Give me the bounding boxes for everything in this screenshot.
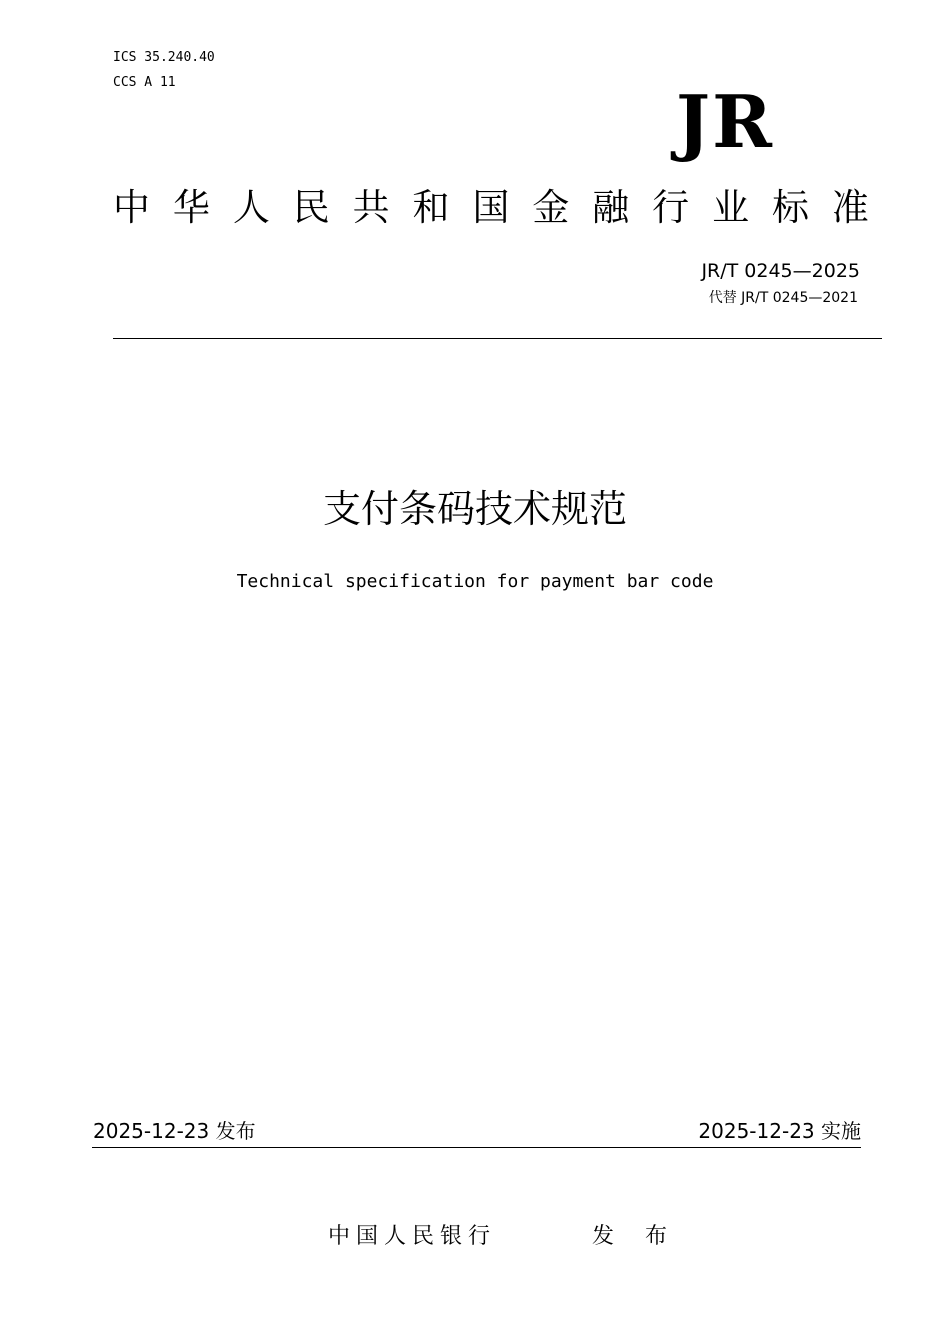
- category-char: 业: [712, 186, 750, 229]
- header-divider: [113, 338, 882, 339]
- category-char: 国: [472, 186, 510, 229]
- category-char: 标: [771, 186, 809, 229]
- jr-logo: JR: [676, 79, 774, 164]
- category-char: 行: [652, 186, 690, 229]
- ccs-code: CCS A 11: [113, 75, 176, 90]
- category-char: 准: [831, 186, 869, 229]
- document-title-english: Technical specification for payment bar code: [236, 571, 714, 592]
- issuing-authority: 中国人民银行: [328, 1224, 497, 1249]
- category-char: 人: [232, 186, 270, 229]
- standard-number: JR/T 0245—2025: [701, 260, 860, 282]
- category-char: 融: [592, 186, 630, 229]
- category-char: 金: [532, 186, 570, 229]
- category-char: 民: [292, 186, 330, 229]
- issue-label: 发 布: [592, 1224, 679, 1249]
- document-title-chinese: 支付条码技术规范: [322, 487, 627, 531]
- ics-code: ICS 35.240.40: [113, 50, 215, 65]
- footer-divider: [92, 1147, 861, 1148]
- issue-date: 2025-12-23 发布: [93, 1119, 256, 1143]
- standard-category-title: [113, 184, 869, 232]
- category-char: 共: [352, 186, 390, 229]
- replaces-standard: 代替 JR/T 0245—2021: [708, 290, 858, 306]
- implementation-date: 2025-12-23 实施: [698, 1119, 861, 1143]
- category-char: 和: [412, 186, 450, 229]
- category-char: 中: [113, 186, 150, 229]
- category-char: 华: [172, 186, 210, 229]
